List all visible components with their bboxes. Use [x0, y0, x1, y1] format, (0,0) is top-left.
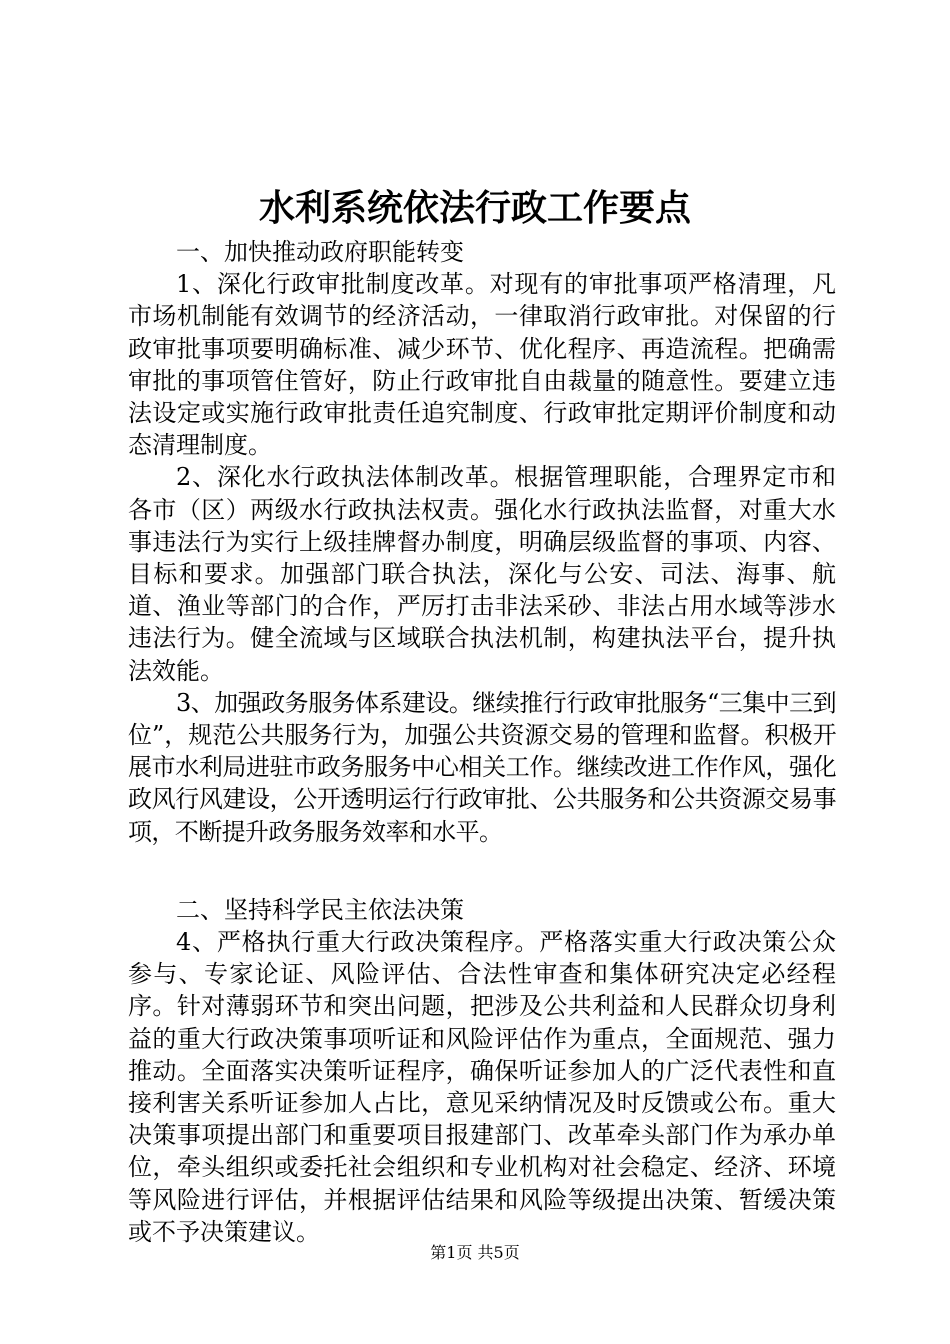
section-heading: 一、加快推动政府职能转变	[176, 238, 464, 266]
paragraph: 3、加强政务服务体系建设。继续推行行政审批服务“三集中三到位”，规范公共服务行为，加强公共资源交易的管理和监督。积极开展市水利局进驻市政务服务中心相关工作。继续改进工作作风，强化政风行风建设，公开透明运行行政审批、公共服务和公共资源交易事项，不断提升政务服务效率和水平。	[128, 688, 836, 846]
paragraph: 2、深化水行政执法体制改革。根据管理职能，合理界定市和各市（区）两级水行政执法权责。强化水行政执法监督，对重大水事违法行为实行上级挂牌督办制度，明确层级监督的事项、内容、目标和要求。加强部门联合执法，深化与公安、司法、海事、航道、渔业等部门的合作，严厉打击非法采砂、非法占用水域等涉水违法行为。健全流域与区域联合执法机制，构建执法平台，提升执法效能。	[128, 463, 836, 685]
document-body	[128, 236, 836, 1248]
page-footer: 第1页 共5页	[430, 1243, 520, 1262]
section-heading: 二、坚持科学民主依法决策	[176, 895, 464, 924]
paragraph: 1、深化行政审批制度改革。对现有的审批事项严格清理，凡市场机制能有效调节的经济活动，一律取消行政审批。对保留的行政审批事项要明确标准、减少环节、优化程序、再造流程。把确需审批的事项管住管好，防止行政审批自由裁量的随意性。要建立违法设定或实施行政审批责任追究制度、行政审批定期评价制度和动态清理制度。	[128, 270, 836, 460]
page-title: 水利系统依法行政工作要点	[258, 187, 691, 229]
paragraph: 4、严格执行重大行政决策程序。严格落实重大行政决策公众参与、专家论证、风险评估、合法性审查和集体研究决定必经程序。针对薄弱环节和突出问题，把涉及公共利益和人民群众切身利益的重大行政决策事项听证和风险评估作为重点，全面规范、强力推动。全面落实决策听证程序，确保听证参加人的广泛代表性和直接利害关系听证参加人占比，意见采纳情况及时反馈或公布。重大决策事项提出部门和重要项目报建部门、改革牵头部门作为承办单位，牵头组织或委托社会组织和专业机构对社会稳定、经济、环境等风险进行评估，并根据评估结果和风险等级提出决策、暂缓决策或不予决策建议。	[128, 928, 836, 1246]
section-spacer	[128, 848, 836, 894]
